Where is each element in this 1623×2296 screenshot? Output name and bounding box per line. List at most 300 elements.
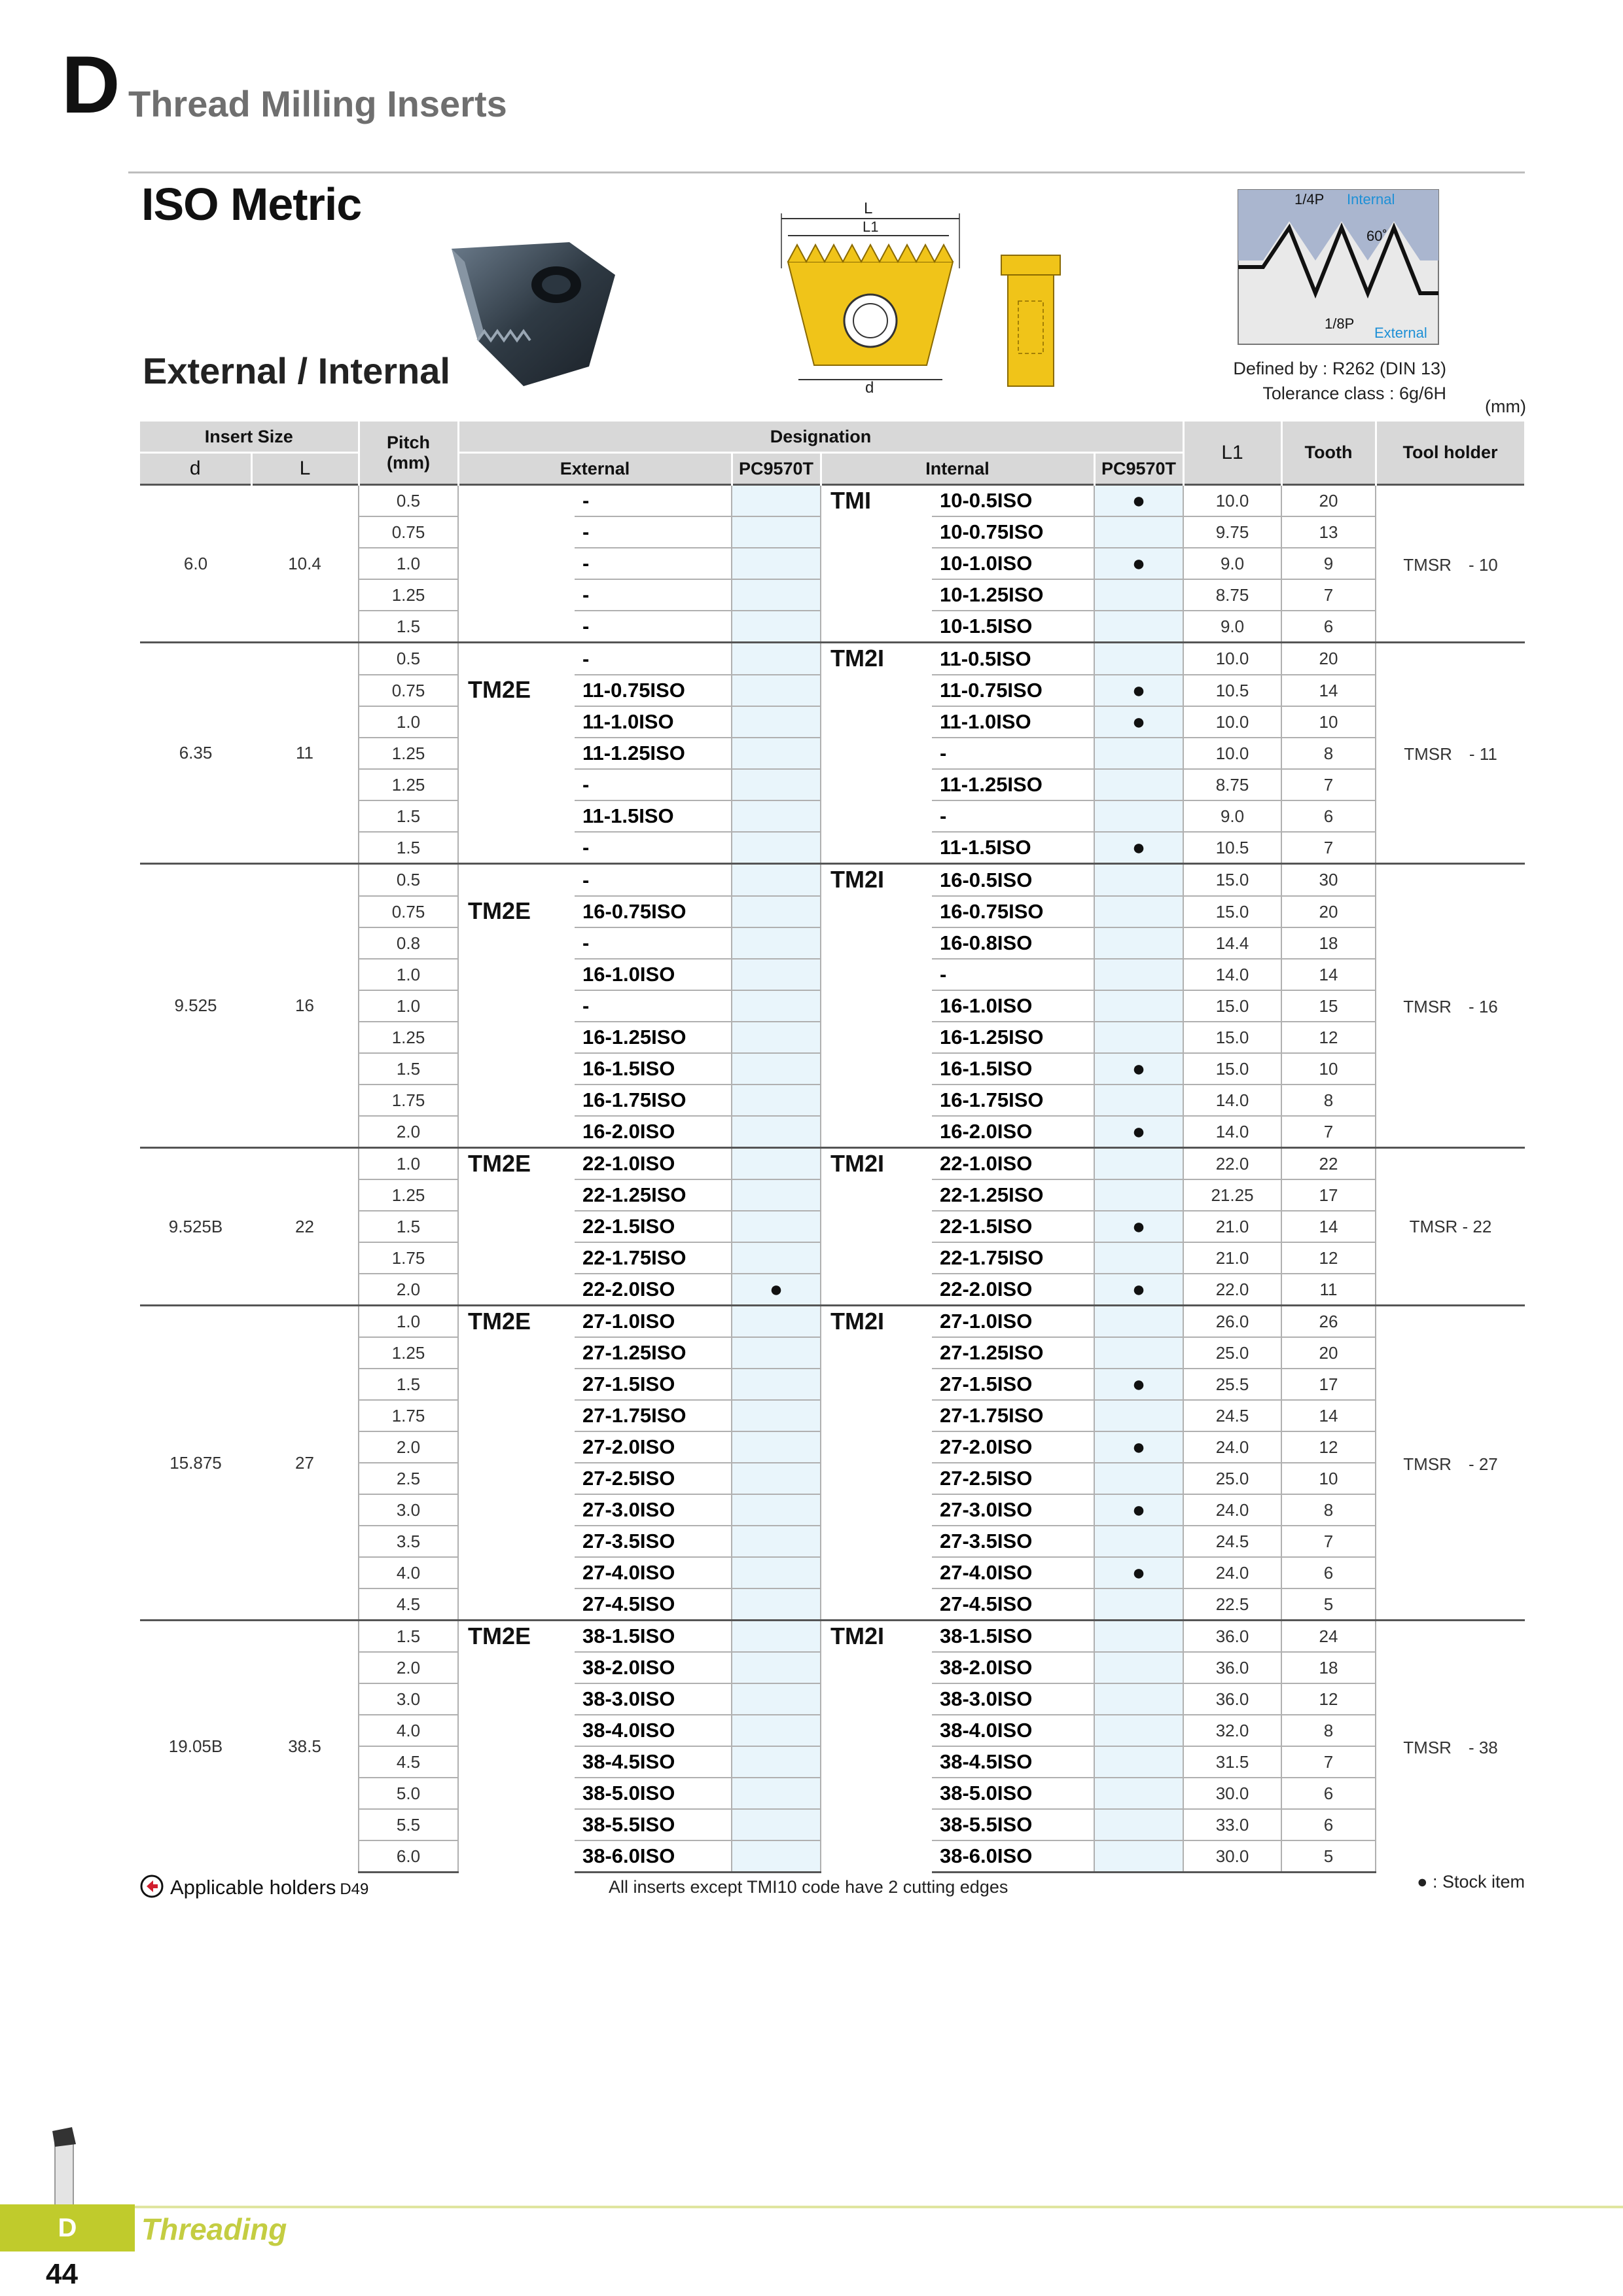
ext-stock-cell <box>732 769 821 800</box>
l1-cell: 21.0 <box>1183 1242 1281 1274</box>
int-series-cell: TM2I <box>821 1306 932 1621</box>
pitch-cell: 2.0 <box>359 1116 458 1148</box>
int-stock-cell <box>1094 1588 1183 1621</box>
table-row <box>140 1148 1525 1180</box>
insert-drawing <box>772 190 1099 406</box>
ext-designation-cell: - <box>575 611 732 643</box>
tooth-cell: 6 <box>1281 1778 1376 1809</box>
ext-series-cell <box>458 864 575 897</box>
ext-designation-cell: - <box>575 832 732 864</box>
l1-cell: 8.75 <box>1183 769 1281 800</box>
ext-stock-cell <box>732 1116 821 1148</box>
d-header: d <box>140 453 251 485</box>
external-header: External <box>458 453 732 485</box>
l1-cell: 10.0 <box>1183 706 1281 738</box>
ext-designation-cell: 27-2.5ISO <box>575 1463 732 1494</box>
ext-designation-cell: - <box>575 769 732 800</box>
pitch-cell: 3.0 <box>359 1683 458 1715</box>
l1-cell: 25.5 <box>1183 1369 1281 1400</box>
holder-cell: TMSR - 22 <box>1376 1148 1525 1306</box>
int-designation-cell: 27-1.0ISO <box>932 1306 1094 1338</box>
pitch-cell: 2.0 <box>359 1274 458 1306</box>
tolerance-class: Tolerance class : 6g/6H <box>1262 384 1446 403</box>
pitch-cell: 1.5 <box>359 832 458 864</box>
insert-table <box>140 422 1526 1873</box>
tooth-cell: 7 <box>1281 769 1376 800</box>
ext-designation-cell: 22-1.5ISO <box>575 1211 732 1242</box>
insert-L-cell: 11 <box>251 643 359 864</box>
l1-header: L1 <box>1183 422 1281 485</box>
l1-cell: 9.0 <box>1183 800 1281 832</box>
ext-designation-cell: 38-4.0ISO <box>575 1715 732 1746</box>
int-designation-cell: 38-3.0ISO <box>932 1683 1094 1715</box>
insert-L-cell: 22 <box>251 1148 359 1306</box>
insert-photo <box>438 236 635 393</box>
l1-cell: 22.5 <box>1183 1588 1281 1621</box>
holder-cell: TMSR - 38 <box>1376 1621 1525 1873</box>
insert-L-cell: 10.4 <box>251 485 359 643</box>
int-stock-cell <box>1094 1778 1183 1809</box>
l1-cell: 14.0 <box>1183 959 1281 990</box>
int-stock-cell <box>1094 864 1183 897</box>
ext-designation-cell: 38-3.0ISO <box>575 1683 732 1715</box>
dim-L1-label: L1 <box>863 219 879 235</box>
pitch-cell: 2.5 <box>359 1463 458 1494</box>
pitch-cell: 6.0 <box>359 1840 458 1873</box>
int-stock-cell <box>1094 1809 1183 1840</box>
units-label: (mm) <box>1485 397 1526 416</box>
ext-stock-cell <box>732 1683 821 1715</box>
int-designation-cell: 38-5.5ISO <box>932 1809 1094 1840</box>
int-stock-cell <box>1094 896 1183 927</box>
int-designation-cell: - <box>932 800 1094 832</box>
profile-external-label: External <box>1374 325 1427 341</box>
int-designation-cell: 11-0.5ISO <box>932 643 1094 675</box>
ext-stock-cell <box>732 643 821 675</box>
holder-cell: TMSR - 16 <box>1376 864 1525 1148</box>
int-designation-cell: 27-2.5ISO <box>932 1463 1094 1494</box>
tooth-cell: 20 <box>1281 1337 1376 1369</box>
pitch-cell: 1.5 <box>359 1211 458 1242</box>
int-stock-cell <box>1094 1400 1183 1431</box>
tooth-cell: 10 <box>1281 706 1376 738</box>
section-subtitle: External / Internal <box>143 350 450 391</box>
pitch-cell: 1.75 <box>359 1400 458 1431</box>
int-designation-cell: 38-6.0ISO <box>932 1840 1094 1873</box>
tooth-cell: 8 <box>1281 738 1376 769</box>
pitch-cell: 0.5 <box>359 643 458 675</box>
ext-designation-cell: 27-1.75ISO <box>575 1400 732 1431</box>
l1-cell: 24.5 <box>1183 1400 1281 1431</box>
grade-int-header: PC9570T <box>1094 453 1183 485</box>
l1-cell: 15.0 <box>1183 864 1281 897</box>
tooth-cell: 12 <box>1281 1022 1376 1053</box>
l1-cell: 22.0 <box>1183 1274 1281 1306</box>
chapter-tab[interactable]: D <box>0 2204 135 2251</box>
tooth-cell: 5 <box>1281 1588 1376 1621</box>
int-designation-cell: 11-1.0ISO <box>932 706 1094 738</box>
ext-designation-cell: 27-4.5ISO <box>575 1588 732 1621</box>
int-stock-cell <box>1094 1746 1183 1778</box>
int-stock-cell <box>1094 1652 1183 1683</box>
pitch-cell: 1.0 <box>359 959 458 990</box>
tooth-cell: 6 <box>1281 1809 1376 1840</box>
int-designation-cell: - <box>932 959 1094 990</box>
tooth-cell: 7 <box>1281 1116 1376 1148</box>
tooth-cell: 20 <box>1281 643 1376 675</box>
l1-cell: 36.0 <box>1183 1683 1281 1715</box>
pitch-header <box>359 422 458 485</box>
int-stock-cell <box>1094 1148 1183 1180</box>
pitch-cell: 0.5 <box>359 864 458 897</box>
holder-cell: TMSR - 27 <box>1376 1306 1525 1621</box>
int-designation-cell: 11-1.5ISO <box>932 832 1094 864</box>
tooth-cell: 26 <box>1281 1306 1376 1338</box>
designation-header: Designation <box>458 422 1183 453</box>
insert-L-cell: 38.5 <box>251 1621 359 1873</box>
int-designation-cell: 10-0.75ISO <box>932 516 1094 548</box>
ext-stock-cell <box>732 611 821 643</box>
tooth-cell: 14 <box>1281 959 1376 990</box>
l1-cell: 25.0 <box>1183 1337 1281 1369</box>
ext-stock-cell <box>732 485 821 517</box>
ext-designation-cell: 38-6.0ISO <box>575 1840 732 1873</box>
ext-designation-cell: 38-2.0ISO <box>575 1652 732 1683</box>
l1-cell: 8.75 <box>1183 579 1281 611</box>
int-designation-cell: 22-1.0ISO <box>932 1148 1094 1180</box>
pitch-cell: 1.0 <box>359 706 458 738</box>
ext-designation-cell: - <box>575 990 732 1022</box>
int-stock-cell <box>1094 769 1183 800</box>
pitch-cell: 1.5 <box>359 611 458 643</box>
tooth-cell: 11 <box>1281 1274 1376 1306</box>
pitch-cell: 1.0 <box>359 1306 458 1338</box>
ext-stock-cell <box>732 1588 821 1621</box>
tooth-cell: 24 <box>1281 1621 1376 1653</box>
ext-designation-cell: - <box>575 516 732 548</box>
l1-cell: 14.0 <box>1183 1116 1281 1148</box>
int-designation-cell: 16-0.75ISO <box>932 896 1094 927</box>
l1-cell: 9.0 <box>1183 548 1281 579</box>
pitch-cell: 1.75 <box>359 1085 458 1116</box>
ext-designation-cell: 38-4.5ISO <box>575 1746 732 1778</box>
l1-cell: 14.4 <box>1183 927 1281 959</box>
ext-stock-cell <box>732 800 821 832</box>
ext-stock-cell <box>732 1148 821 1180</box>
int-stock-cell: ● <box>1094 675 1183 706</box>
tooth-cell: 8 <box>1281 1715 1376 1746</box>
pitch-cell: 1.25 <box>359 1337 458 1369</box>
int-stock-cell <box>1094 1621 1183 1653</box>
ext-stock-cell <box>732 990 821 1022</box>
ext-designation-cell: 16-0.75ISO <box>575 896 732 927</box>
cutting-edges-note: All inserts except TMI10 code have 2 cutting edges <box>609 1877 1008 1897</box>
insert-d-cell: 19.05B <box>140 1621 251 1873</box>
section-title: ISO Metric <box>141 179 362 230</box>
int-stock-cell <box>1094 738 1183 769</box>
int-stock-cell <box>1094 1526 1183 1557</box>
ext-series-cell <box>458 485 575 643</box>
int-stock-cell <box>1094 1840 1183 1873</box>
ext-stock-cell <box>732 1369 821 1400</box>
tooth-cell: 7 <box>1281 1746 1376 1778</box>
l1-cell: 14.0 <box>1183 1085 1281 1116</box>
tooth-cell: 14 <box>1281 1400 1376 1431</box>
int-stock-cell <box>1094 516 1183 548</box>
ext-designation-cell: 22-1.75ISO <box>575 1242 732 1274</box>
pitch-cell: 1.25 <box>359 1022 458 1053</box>
holder-header: Tool holder <box>1376 422 1525 485</box>
int-designation-cell: 22-1.25ISO <box>932 1179 1094 1211</box>
int-stock-cell: ● <box>1094 1116 1183 1148</box>
ext-stock-cell <box>732 1400 821 1431</box>
tab-rule <box>135 2206 1623 2208</box>
ext-stock-cell <box>732 1746 821 1778</box>
tooth-header: Tooth <box>1281 422 1376 485</box>
ext-designation-cell: 27-4.0ISO <box>575 1557 732 1588</box>
int-series-cell: TM2I <box>821 643 932 864</box>
int-stock-cell <box>1094 1306 1183 1338</box>
int-designation-cell: 27-4.0ISO <box>932 1557 1094 1588</box>
ext-designation-cell: 22-1.25ISO <box>575 1179 732 1211</box>
pitch-cell: 0.8 <box>359 927 458 959</box>
l1-cell: 32.0 <box>1183 1715 1281 1746</box>
table-row <box>140 643 1525 675</box>
int-designation-cell: 10-0.5ISO <box>932 485 1094 517</box>
thread-profile-diagram <box>1237 188 1440 346</box>
ext-designation-cell: - <box>575 579 732 611</box>
ext-stock-cell <box>732 1809 821 1840</box>
applicable-holders-text: Applicable holders <box>170 1876 336 1899</box>
ext-designation-cell: - <box>575 548 732 579</box>
pitch-cell: 1.25 <box>359 738 458 769</box>
ext-stock-cell <box>732 706 821 738</box>
ext-stock-cell <box>732 959 821 990</box>
tooth-cell: 12 <box>1281 1683 1376 1715</box>
ext-stock-cell <box>732 1715 821 1746</box>
ext-stock-cell <box>732 738 821 769</box>
tooth-cell: 6 <box>1281 1557 1376 1588</box>
standard-definition: Defined by : R262 (DIN 13) <box>1233 359 1446 378</box>
int-designation-cell: 11-0.75ISO <box>932 675 1094 706</box>
int-stock-cell <box>1094 1715 1183 1746</box>
insert-L-cell: 27 <box>251 1306 359 1621</box>
tooth-cell: 18 <box>1281 1652 1376 1683</box>
int-designation-cell: 16-0.8ISO <box>932 927 1094 959</box>
ext-series-cell: TM2E <box>468 676 531 703</box>
tooth-cell: 17 <box>1281 1369 1376 1400</box>
ext-series-cell: TM2E <box>458 1306 575 1621</box>
int-stock-cell: ● <box>1094 832 1183 864</box>
int-stock-cell <box>1094 1463 1183 1494</box>
ext-designation-cell: 27-3.0ISO <box>575 1494 732 1526</box>
int-designation-cell: 27-1.25ISO <box>932 1337 1094 1369</box>
l1-cell: 9.0 <box>1183 611 1281 643</box>
int-designation-cell: 38-4.0ISO <box>932 1715 1094 1746</box>
l1-cell: 30.0 <box>1183 1778 1281 1809</box>
insert-d-cell: 6.35 <box>140 643 251 864</box>
page-number: 44 <box>46 2258 78 2290</box>
int-stock-cell: ● <box>1094 706 1183 738</box>
ext-stock-cell <box>732 927 821 959</box>
l1-cell: 24.5 <box>1183 1526 1281 1557</box>
ext-designation-cell: 11-1.0ISO <box>575 706 732 738</box>
ext-designation-cell: 27-1.25ISO <box>575 1337 732 1369</box>
ext-stock-cell <box>732 1022 821 1053</box>
int-designation-cell: 10-1.0ISO <box>932 548 1094 579</box>
profile-angle-label: 60˚ <box>1366 228 1387 244</box>
ext-stock-cell <box>732 579 821 611</box>
tooth-cell: 12 <box>1281 1242 1376 1274</box>
pitch-cell: 4.5 <box>359 1746 458 1778</box>
int-designation-cell: 22-1.75ISO <box>932 1242 1094 1274</box>
chapter-title: Thread Milling Inserts <box>128 83 507 124</box>
int-stock-cell: ● <box>1094 1369 1183 1400</box>
pitch-header-unit: (mm) <box>387 452 430 473</box>
ext-designation-cell: 27-1.5ISO <box>575 1369 732 1400</box>
int-stock-cell <box>1094 959 1183 990</box>
ext-stock-cell <box>732 1337 821 1369</box>
internal-header: Internal <box>821 453 1094 485</box>
l1-cell: 24.0 <box>1183 1557 1281 1588</box>
applicable-holders-link[interactable] <box>170 1876 368 1899</box>
dim-L-label: L <box>864 200 873 217</box>
l1-cell: 15.0 <box>1183 1053 1281 1085</box>
pitch-cell: 1.25 <box>359 1179 458 1211</box>
int-designation-cell: 27-1.5ISO <box>932 1369 1094 1400</box>
ext-designation-cell: 27-3.5ISO <box>575 1526 732 1557</box>
int-designation-cell: 16-2.0ISO <box>932 1116 1094 1148</box>
int-stock-cell <box>1094 611 1183 643</box>
table-row <box>140 485 1525 517</box>
int-designation-cell: 27-3.0ISO <box>932 1494 1094 1526</box>
insert-d-cell: 9.525 <box>140 864 251 1148</box>
int-designation-cell: 16-1.25ISO <box>932 1022 1094 1053</box>
profile-quarter-label: 1/4P <box>1294 191 1325 207</box>
int-stock-cell <box>1094 1179 1183 1211</box>
int-stock-cell <box>1094 1022 1183 1053</box>
int-designation-cell: 16-1.5ISO <box>932 1053 1094 1085</box>
int-designation-cell: 38-2.0ISO <box>932 1652 1094 1683</box>
ext-designation-cell: 22-1.0ISO <box>575 1148 732 1180</box>
pitch-cell: 0.75 <box>359 516 458 548</box>
int-series-cell: TM2I <box>821 1621 932 1873</box>
l1-cell: 36.0 <box>1183 1621 1281 1653</box>
int-designation-cell: 27-1.75ISO <box>932 1400 1094 1431</box>
tooth-cell: 15 <box>1281 990 1376 1022</box>
ext-designation-cell: 16-1.0ISO <box>575 959 732 990</box>
applicable-holders-ref: D49 <box>340 1880 369 1898</box>
l1-cell: 15.0 <box>1183 1022 1281 1053</box>
ext-stock-cell: ● <box>732 1274 821 1306</box>
l1-cell: 33.0 <box>1183 1809 1281 1840</box>
l1-cell: 10.0 <box>1183 643 1281 675</box>
tooth-cell: 7 <box>1281 832 1376 864</box>
ext-designation-cell: 22-2.0ISO <box>575 1274 732 1306</box>
int-stock-cell <box>1094 643 1183 675</box>
tooth-cell: 13 <box>1281 516 1376 548</box>
tooth-cell: 17 <box>1281 1179 1376 1211</box>
ext-designation-cell: 27-2.0ISO <box>575 1431 732 1463</box>
l1-cell: 21.0 <box>1183 1211 1281 1242</box>
pitch-cell: 1.5 <box>359 1053 458 1085</box>
tooth-cell: 7 <box>1281 1526 1376 1557</box>
int-stock-cell <box>1094 1085 1183 1116</box>
ext-stock-cell <box>732 1652 821 1683</box>
pitch-cell: 2.0 <box>359 1652 458 1683</box>
int-series-cell: TM2I <box>821 1148 932 1306</box>
pitch-cell: 1.0 <box>359 1148 458 1180</box>
insert-d-cell: 9.525B <box>140 1148 251 1306</box>
ext-stock-cell <box>732 1557 821 1588</box>
ext-series-cell <box>458 643 575 675</box>
int-stock-cell <box>1094 1337 1183 1369</box>
pitch-cell: 2.0 <box>359 1431 458 1463</box>
int-designation-cell: 22-1.5ISO <box>932 1211 1094 1242</box>
pitch-cell: 5.5 <box>359 1809 458 1840</box>
header-rule <box>128 171 1525 173</box>
tooth-cell: 8 <box>1281 1085 1376 1116</box>
ext-stock-cell <box>732 1242 821 1274</box>
tooth-cell: 6 <box>1281 611 1376 643</box>
ext-designation-cell: 16-1.75ISO <box>575 1085 732 1116</box>
l1-cell: 21.25 <box>1183 1179 1281 1211</box>
l1-cell: 10.5 <box>1183 675 1281 706</box>
tooth-cell: 12 <box>1281 1431 1376 1463</box>
int-designation-cell: 38-1.5ISO <box>932 1621 1094 1653</box>
int-stock-cell <box>1094 990 1183 1022</box>
int-stock-cell: ● <box>1094 548 1183 579</box>
l1-cell: 9.75 <box>1183 516 1281 548</box>
pitch-cell: 1.75 <box>359 1242 458 1274</box>
ext-series-cell: TM2E <box>458 1621 575 1873</box>
tooth-cell: 9 <box>1281 548 1376 579</box>
int-designation-cell: 38-5.0ISO <box>932 1778 1094 1809</box>
int-designation-cell: 10-1.25ISO <box>932 579 1094 611</box>
tooth-cell: 20 <box>1281 896 1376 927</box>
ext-designation-cell: 38-5.5ISO <box>575 1809 732 1840</box>
int-stock-cell: ● <box>1094 1431 1183 1463</box>
pitch-cell: 3.5 <box>359 1526 458 1557</box>
int-stock-cell: ● <box>1094 1274 1183 1306</box>
pitch-cell: 3.0 <box>359 1494 458 1526</box>
holder-cell: TMSR - 10 <box>1376 485 1525 643</box>
tooth-cell: 7 <box>1281 579 1376 611</box>
pitch-cell: 4.0 <box>359 1715 458 1746</box>
tooth-cell: 10 <box>1281 1053 1376 1085</box>
l1-cell: 30.0 <box>1183 1840 1281 1873</box>
ext-designation-cell: 11-1.5ISO <box>575 800 732 832</box>
insert-L-cell: 16 <box>251 864 359 1148</box>
ext-stock-cell <box>732 1053 821 1085</box>
l1-cell: 31.5 <box>1183 1746 1281 1778</box>
pitch-cell: 1.5 <box>359 1369 458 1400</box>
int-designation-cell: 27-2.0ISO <box>932 1431 1094 1463</box>
pitch-cell: 1.25 <box>359 579 458 611</box>
ext-designation-cell: 38-1.5ISO <box>575 1621 732 1653</box>
int-designation-cell: 38-4.5ISO <box>932 1746 1094 1778</box>
pitch-cell: 1.5 <box>359 1621 458 1653</box>
ext-designation-cell: - <box>575 485 732 517</box>
insert-d-cell: 6.0 <box>140 485 251 643</box>
pitch-cell: 0.5 <box>359 485 458 517</box>
l1-cell: 26.0 <box>1183 1306 1281 1338</box>
ext-stock-cell <box>732 864 821 897</box>
ext-stock-cell <box>732 832 821 864</box>
int-series-cell: TM2I <box>821 864 932 1148</box>
ext-designation-cell: 11-0.75ISO <box>575 675 732 706</box>
int-stock-cell: ● <box>1094 1557 1183 1588</box>
